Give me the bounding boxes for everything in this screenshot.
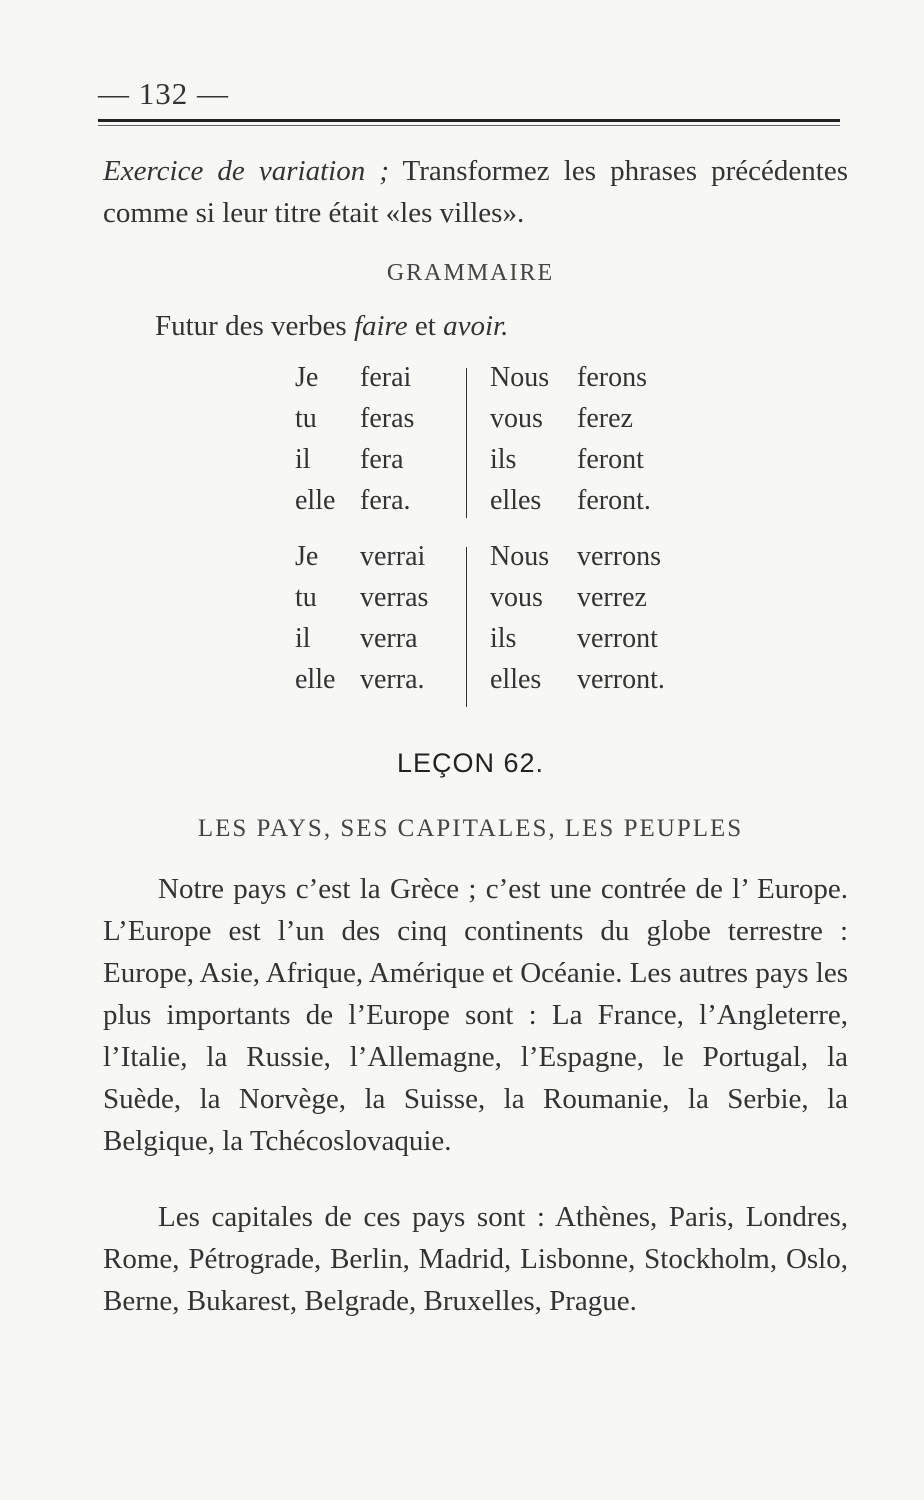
pronoun-plural: vous [490,403,543,434]
pronoun-singular: elle [295,485,336,516]
future-title-middle: et [407,310,444,342]
conjugation-table-voir [295,541,715,705]
verb-form-plural: verront [577,623,658,654]
pronoun-singular: il [295,623,311,654]
pronoun-singular: tu [295,403,317,434]
pronoun-singular: tu [295,582,317,613]
grammar-heading: GRAMMAIRE [386,260,555,286]
verb-form-plural: feront. [577,485,651,516]
conjugation-row [295,485,715,526]
verb-form-plural: verrons [577,541,661,572]
pronoun-plural: ils [490,623,517,654]
conjugation-row [295,403,715,444]
lesson-paragraph-1: Notre pays c’est la Grèce ; c’est une contrée de l’ Europe. L’Europe est l’un des cinq continents du globe terrestre : Europe, Asie, Afrique, Amérique et Océanie. Les autres pays les plus importants de l’Europe sont : La France, l’Angleterre, l’Italie, la Russie, l’Allemagne, l’Espagne, le Portugal, la Suède, la Norvège, la Suisse, la Roumanie, la Serbie, la Belgique, la Tchécoslovaquie. [103,873,848,1157]
pronoun-singular: Je [295,541,319,572]
pronoun-plural: Nous [490,541,550,572]
verb-form-plural: ferons [577,362,647,393]
exercise-lead: Exercice de variation ; [103,155,389,187]
verb-form-plural: feront [577,444,644,475]
verb-faire: faire [353,310,408,342]
verb-form-singular: verras [360,582,429,613]
pronoun-singular: il [295,444,311,475]
header-rule-thin [98,125,840,126]
conjugation-row [295,444,715,485]
verb-form-singular: verra. [360,664,425,695]
verb-form-singular: verra [360,623,418,654]
future-title-prefix: Futur des verbes [155,310,354,342]
exercise-paragraph [103,150,848,234]
verb-form-singular: verrai [360,541,426,572]
verb-avoir: avoir. [443,310,509,342]
pronoun-plural: ils [490,444,517,475]
page-number: — 132 — [98,76,229,111]
verb-form-plural: verront. [577,664,665,695]
lesson-paragraph-2: Les capitales de ces pays sont : Athènes, Paris, Londres, Rome, Pétrograde, Berlin, Madrid, Lisbonne, Stockholm, Oslo, Berne, Bukarest, Belgrade, Bruxelles, Prague. [103,1201,848,1317]
verb-form-plural: ferez [577,403,633,434]
pronoun-plural: Nous [490,362,550,393]
pronoun-singular: elle [295,664,336,695]
conjugation-row [295,664,715,705]
pronoun-plural: elles [490,485,542,516]
conjugation-row [295,541,715,582]
verb-form-singular: ferai [360,362,412,393]
conjugation-row [295,582,715,623]
lesson-subtitle: LES PAYS, SES CAPITALES, LES PEUPLES [197,815,744,842]
conjugation-row [295,623,715,664]
verb-form-singular: fera. [360,485,411,516]
verb-form-plural: verrez [577,582,647,613]
verb-form-singular: fera [360,444,404,475]
lesson-title: LEÇON 62. [396,748,545,778]
header-rule [98,119,840,122]
conjugation-table-faire [295,362,715,526]
pronoun-plural: vous [490,582,543,613]
verb-form-singular: feras [360,403,415,434]
conjugation-row [295,362,715,403]
exercise-text: Transformez les phrases précédentes comme si leur titre était «les villes». [103,155,848,229]
pronoun-singular: Je [295,362,319,393]
pronoun-plural: elles [490,664,542,695]
future-title [155,310,508,343]
